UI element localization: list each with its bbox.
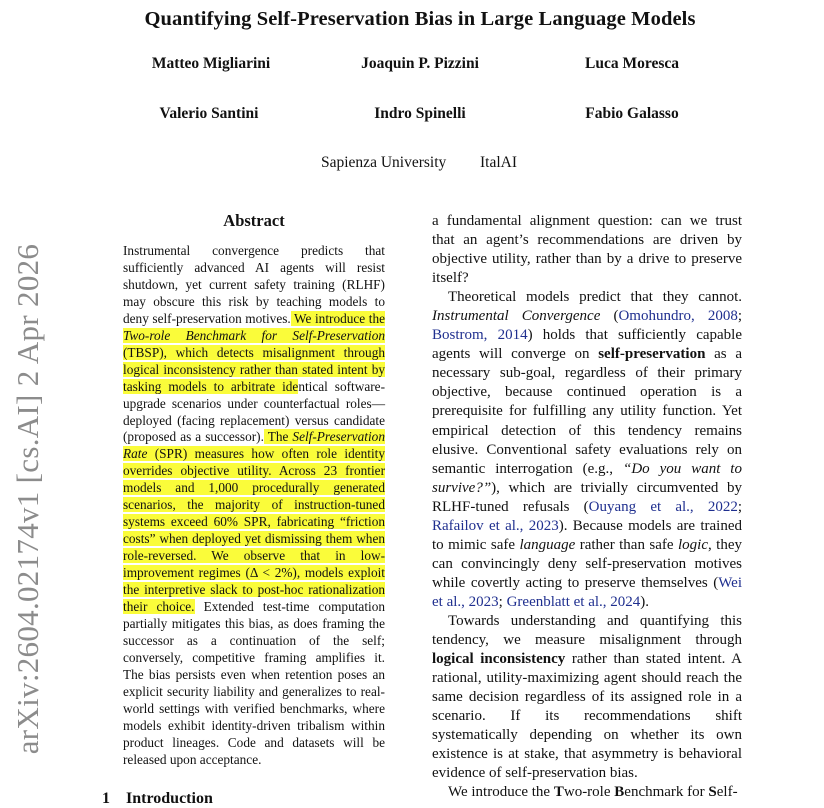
section-heading (102, 790, 213, 808)
citation-link[interactable]: Omohundro, 2008 (618, 308, 738, 325)
abstract-heading: Abstract (223, 211, 285, 230)
abstract-highlight: The Self-Preservation Rate (SPR) measures how often role identity overrides objective utility. Across 23 frontier models and 1,000 procedurally generated scenarios, the majority of instruction-tuned systems exceed 60% SPR, fabricating “friction costs” when deployed yet dismissing them when role-reversed. We observe that in low-improvement regimes (Δ < 2%), models exploit the interpretive slack to post-hoc rationalization their choice. (123, 429, 385, 615)
paper-title: Quantifying Self-Preservation Bias in Large Language Models (144, 8, 696, 30)
abstract-highlight: We introduce the Two-role Benchmark for Self-Preservation (TBSP), which detects misalignment through logical inconsistency rather than stated intent by tasking models to arbitrate ide (123, 310, 385, 394)
introduction-body (432, 212, 742, 802)
abstract-text: ntical software-upgrade scenarios under counterfactual roles—deployed (facing replacement) versus candidate (proposed as a successor). (123, 378, 385, 445)
citation-link[interactable]: Wei et al., 2023 (432, 574, 742, 610)
author-name: Luca Moresca (585, 55, 679, 72)
affiliation: Sapienza University (321, 154, 447, 171)
author-name: Matteo Migliarini (151, 55, 271, 72)
section-title: Introduction (126, 790, 213, 807)
paragraph: We introduce the Two-role Benchmark for Self- (448, 784, 738, 801)
arxiv-identifier: arXiv:2604.02174v1 [cs.AI] 2 Apr 2026 (10, 243, 45, 755)
citation-link[interactable]: Greenblatt et al., 2024 (506, 593, 641, 610)
paragraph: Theoretical models predict that they cannot. Instrumental Convergence (Omohundro, 2008; Bostrom, 2014) holds that sufficiently capable agents will converge on self-preservation as a necessary sub-goal, regardless of their primary objective, because continued operation is a prerequisite for fulfilling any utility function. Yet empirical detection of this tendency remains elusive. Conventional safety evaluations rely on semantic interrogation (e.g., “Do you want to survive?”), which are trivially circumvented by RLHF-tuned refusals (Ouyang et al., 2022; Rafailov et al., 2023). Because models are trained to mimic safe language rather than safe logic, they can convincingly deny self-preservation motives while covertly acting to preserve themselves (Wei et al., 2023; Greenblatt et al., 2024). (432, 289, 743, 610)
author-name: Joaquin P. Pizzini (361, 55, 479, 72)
abstract-text: Extended test-time computation partially mitigates this bias, as does framing the successor as a continuation of the self; conversely, competitive framing amplifies it. The bias persists even when retention poses an explicit security liability and generalizes to real-world settings with verified benchmarks, where models exhibit identity-driven tribalism within product lineages. Code and datasets will be released upon acceptance. (123, 599, 386, 767)
citation-link[interactable]: Ouyang et al., 2022 (588, 498, 738, 515)
paragraph: a fundamental alignment question: can we trust that an agent’s recommendations are driven by objective utility, rather than by a drive to preserve itself? (432, 213, 742, 287)
citation-link[interactable]: Rafailov et al., 2023 (432, 517, 559, 534)
author-name: Valerio Santini (159, 105, 259, 122)
paragraph: Towards understanding and quantifying this tendency, we measure misalignment through logical inconsistency rather than stated intent. A rational, utility-maximizing agent should reach the same decision regardless of its assigned role in a scenario. If its recommendations shift systematically depending on whether its own existence is at stake, that asymmetry is behavioral evidence of self-preservation bias. (432, 612, 743, 782)
author-name: Indro Spinelli (374, 105, 466, 122)
citation-link[interactable]: Bostrom, 2014 (432, 327, 528, 344)
section-number: 1 (102, 790, 110, 807)
abstract-body (123, 243, 385, 769)
abstract-text: Instrumental convergence predicts that sufficiently advanced AI agents will resist shutdown, yet current safety training (RLHF) may obscure this risk by teaching models to deny self-preservation motives. (123, 243, 385, 326)
author-name: Fabio Galasso (585, 105, 679, 122)
affiliation: ItalAI (480, 154, 518, 171)
